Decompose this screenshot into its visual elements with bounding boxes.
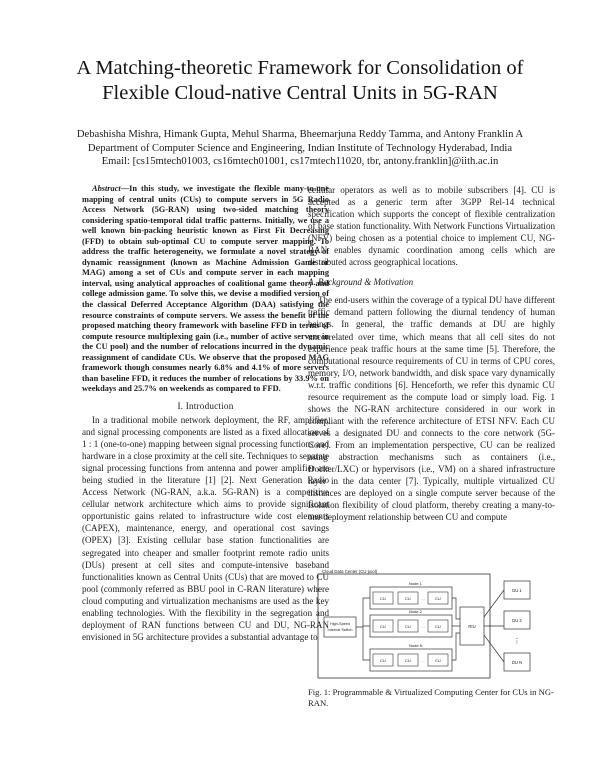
figure-1-diagram — [308, 567, 555, 683]
riu-du-links — [484, 590, 504, 662]
node-riu-links — [452, 598, 460, 660]
left-column — [82, 184, 329, 643]
cloud-data-center-box — [318, 574, 490, 678]
abstract-label: Abstract — [92, 184, 121, 193]
title-line-2: Flexible Cloud-native Central Units in 5G-RAN — [102, 82, 498, 104]
paper-title — [0, 56, 600, 106]
title-line-1: A Matching-theoretic Framework for Consolidation of — [76, 57, 524, 79]
section-heading-introduction: I. Introduction — [177, 400, 234, 411]
right-paragraph-2: The end-users within the coverage of a typical DU have different traffic demand pattern following the diurnal tendency of human beings. In general, the traffic demands at DU are highly uncorrelated over time, which means that all cell sites do not experience peak traffic hours at the same time [5]. Therefore, the computational resource requirements of CU in terms of CPU cores, memory, I/O, network bandwidth, and disk space vary dynamically w.r.t. traffic conditions [6]. Henceforth, we refer this dynamic CU resource requirement as the compute load or simply load. Fig. 1 shows the NG-RAN architecture considered in our work in compliant with the reference architecture of ETSI NFV. Each CU serves a designated DU and connects to the core network (5G-Core). From an implementation perspective, CU can be realized using abstraction mechanisms such as containers (i.e., Docker/LXC) or hypervisors (i.e., VM) on a shared infrastructure layer in the data center [7]. Typically, multiple virtualized CU instances are deployed on a single compute server because of the isolation flexibility of cloud platform, thereby creating a many-to-one deployment relationship between CU and compute — [308, 295, 555, 523]
svg-text:DU N: DU N — [511, 660, 523, 665]
svg-text:High-Speed: High-Speed — [329, 622, 351, 626]
svg-text:DU 2: DU 2 — [512, 618, 522, 623]
svg-text:…: … — [421, 596, 425, 601]
du-ellipsis: ⋮ — [513, 638, 521, 645]
svg-text:…: … — [421, 658, 425, 663]
email-line: Email: [cs15mtech01003, cs16mtech01001, cs17mtech11020, tbr, antony.franklin]@iith.ac.in — [101, 156, 499, 167]
node-2-label: Node 2 — [409, 609, 422, 614]
internal-switch-box — [324, 617, 356, 637]
svg-text:CU: CU — [405, 596, 411, 601]
svg-text:…: … — [421, 624, 425, 629]
affiliation: Department of Computer Science and Engineering, Indian Institute of Technology Hyderabad, India — [87, 142, 513, 154]
svg-text:CU: CU — [405, 658, 411, 663]
svg-text:CU: CU — [380, 624, 386, 629]
svg-text:RIU: RIU — [468, 624, 476, 629]
svg-text:CU: CU — [380, 596, 386, 601]
svg-text:CU: CU — [380, 658, 386, 663]
author-block — [0, 128, 600, 169]
node-1-label: Node 1 — [409, 581, 422, 586]
cloud-data-center-label: Cloud Data Center (CU pool) — [322, 569, 378, 574]
svg-text:Internal Switch: Internal Switch — [327, 628, 353, 632]
svg-text:CU: CU — [435, 596, 441, 601]
intro-paragraph: In a traditional mobile network deployment, the RF, amplifier, and signal processing components are listed as a fixed allocation of 1 : 1 (one-to-one) mapping between signal processing functions and hardware in a close proximity at the cell site. Techniques to separate signal processing functions from antenna and power amplifier are being studied in the literature [1] [2]. Next Generation Radio Access Network (NG-RAN, a.k.a. 5G-RAN) is a competitive cellular network architecture which aims to provide significant opportunistic gains related to infrastructure wide cost elements (CAPEX), maintenance, energy, and operational cost savings (OPEX) [3]. Existing cellular base station functionalities are segregated into cheaper and smaller footprint remote radio units (DUs) present at cell sites and compute-intensive baseband functionalities known as Central Units (CUs) that are moved to CU pool (commonly referred as BBU pool in C-RAN literature) where cloud computing and virtualization mechanisms are used as the key enabling technologies. With the flexibility in the segregation and deployment of RAN functions between CU and DU, NG-RAN envisioned in 5G architecture provides a substantial advantage to — [82, 414, 329, 642]
right-paragraph-1: cellular operators as well as to mobile subscribers [4]. CU is accepted as a generic term after 3GPP Rel-14 technical specification which supports the concept of flexible centralization of base station functionality. With Network Functions Virtualization (NFV) being chosen as a potential choice to implement CU, NG-RAN enables dynamic coordination among cells which are distributed across geographical locations. — [308, 185, 555, 268]
node-n-label: Node N — [409, 643, 423, 648]
svg-text:CU: CU — [435, 658, 441, 663]
author-names: Debashisha Mishra, Himank Gupta, Mehul Sharma, Bheemarjuna Reddy Tamma, and Antony Franklin A — [76, 129, 524, 140]
right-column — [308, 184, 555, 523]
subsection-heading-background: A. Background & Motivation — [308, 277, 414, 288]
abstract — [82, 184, 329, 395]
svg-text:CU: CU — [405, 624, 411, 629]
svg-text:DU 1: DU 1 — [512, 588, 522, 593]
switch-links — [356, 598, 370, 660]
abstract-text: —In this study, we investigate the flexible many-to-one mapping of central units (CUs) to compute servers in 5G Radio Access Network (5G-RAN) using two-sided matching theory considering spatio-temporal tidal traffic patterns. Initially, we use a well known bin-packing heuristic known as First Fit Decreasing (FFD) to obtain sub-optimal CU to compute server mapping. To address the traffic heterogeneity, we formulate a novel strategy of dynamic reassignment (known as Machine Admission Game or MAG) among a set of CUs and compute server in each mapping interval, using analytical approaches of coalitional game theory and college admission game. To solve this, we devise a modified version of the classical Deferred Acceptance Algorithm (DAA) satisfying the resource constraints of compute servers. We assess the benefit of the proposed matching theory framework with baseline FFD in terms of compute resource multiplexing gain (i.e., number of active servers in the CU pool) and the number of relocations incurred in the dynamic reassignment of candidate CUs. We observe that the proposed MAG framework though consumes nearly 6.8% and 4.1% of more servers than baseline FFD, it reduces the number of relocations by 33.9% on weekdays and 25.7% on weekends as compared to FFD. — [82, 184, 329, 394]
svg-text:CU: CU — [435, 624, 441, 629]
figure-1-caption: Fig. 1: Programmable & Virtualized Computing Center for CUs in NG-RAN. — [308, 687, 554, 708]
